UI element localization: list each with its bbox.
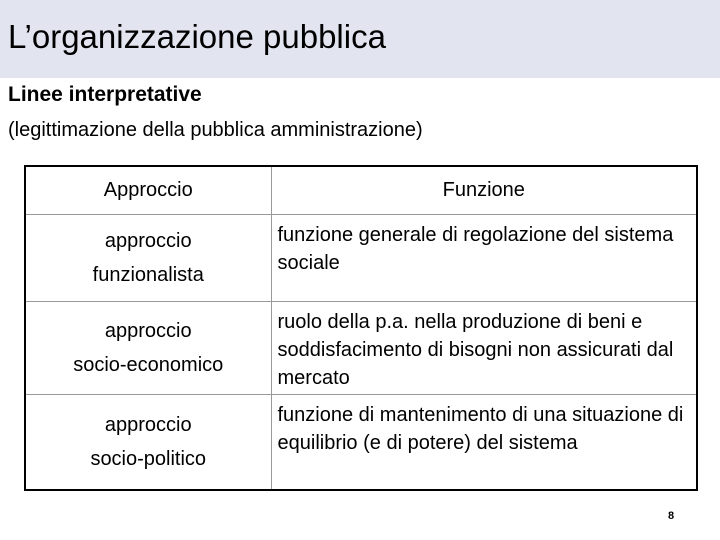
table-row: [25, 302, 697, 395]
approach-cell: [25, 215, 271, 302]
table-row: [25, 215, 697, 302]
table-header-row: [25, 166, 697, 215]
function-cell: funzione generale di regolazione del sistema sociale: [271, 215, 697, 302]
approach-line2: socio-economico: [73, 354, 224, 376]
approach-line2: socio-politico: [90, 448, 207, 470]
slide-subtitle: Linee interpretative: [8, 83, 202, 106]
approach-cell: [25, 395, 271, 491]
function-cell: ruolo della p.a. nella produzione di beni e soddisfacimento di bisogni non assicurati dal mercato: [271, 302, 697, 395]
column-header-approach: Approccio: [25, 166, 271, 215]
page-number: 8: [668, 510, 675, 522]
approach-cell: [25, 302, 271, 395]
table-row: [25, 395, 697, 491]
column-header-function: Funzione: [271, 166, 697, 215]
slide-title: L’organizzazione pubblica: [8, 18, 386, 55]
approach-line1: approccio: [104, 230, 192, 252]
approach-line2: funzionalista: [92, 264, 204, 286]
slide-note: (legittimazione della pubblica amministrazione): [8, 119, 423, 141]
function-cell: funzione di mantenimento di una situazione di equilibrio (e di potere) del sistema: [277, 404, 684, 454]
approach-table: [24, 165, 698, 491]
approach-line1: approccio: [104, 320, 192, 342]
approach-line1: approccio: [104, 414, 192, 436]
